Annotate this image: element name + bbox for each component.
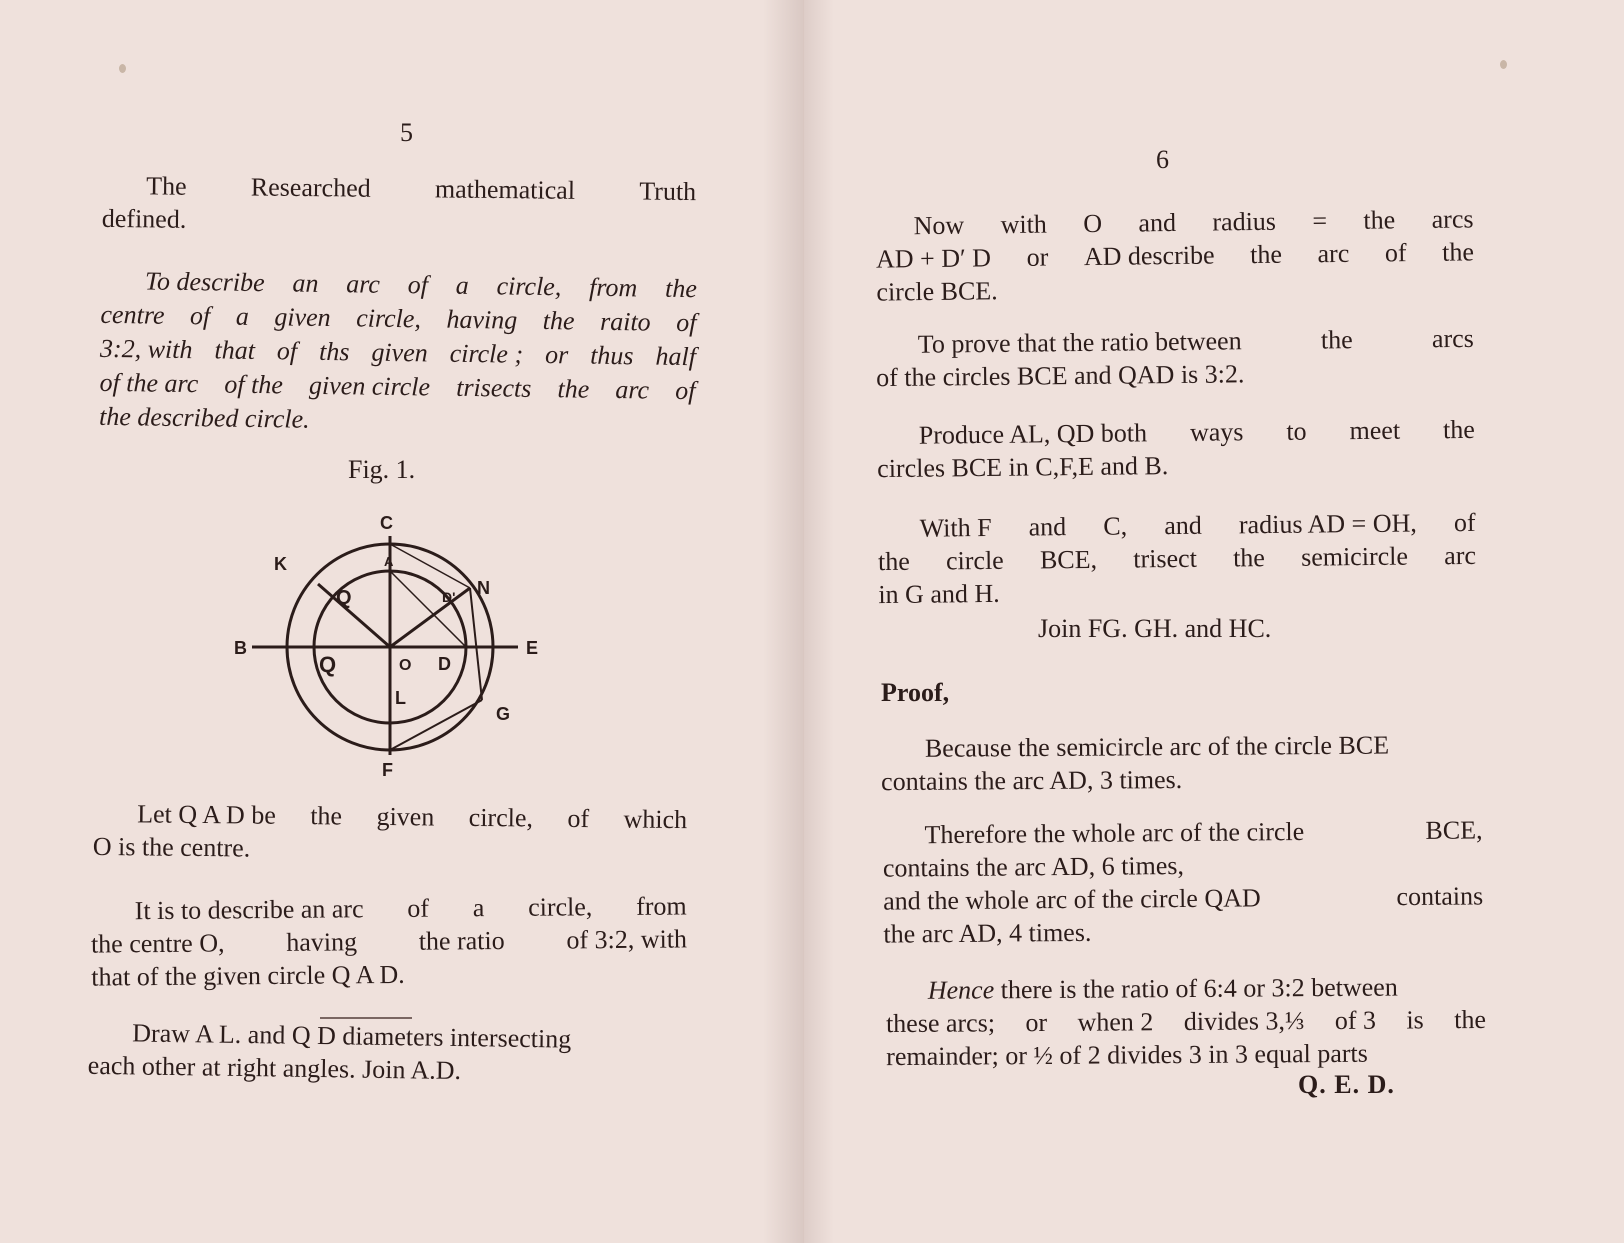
word: To prove that the ratio between: [917, 326, 1242, 359]
label-l: L: [395, 688, 406, 708]
word: with: [1000, 209, 1048, 240]
word: the: [1454, 1004, 1487, 1035]
label-e: E: [526, 638, 539, 658]
qed: Q. E. D.: [1298, 1070, 1395, 1099]
word: a: [235, 301, 250, 331]
word: meet: [1349, 415, 1401, 446]
word: of: [1453, 507, 1476, 538]
word: which: [623, 804, 688, 835]
word: centre: [100, 299, 165, 330]
word: circle,: [468, 802, 534, 833]
word: half: [655, 341, 697, 372]
word: and: [1138, 207, 1177, 238]
word: circle,: [496, 271, 562, 302]
word: of: [189, 301, 211, 331]
text-line: circles BCE in C,F,E and B.: [877, 451, 1169, 484]
word: given: [274, 302, 331, 333]
word: trisect: [1133, 543, 1198, 574]
figure-caption: Fig. 1.: [348, 455, 416, 484]
label-d-prime: D': [442, 589, 456, 605]
proof-heading: Proof,: [881, 678, 950, 707]
text-line: contains the arc AD, 3 times.: [881, 764, 1183, 797]
word: arc: [1444, 540, 1477, 571]
text-line: of the circles BCE and QAD is 3:2.: [876, 359, 1245, 393]
word: the: [877, 546, 910, 577]
text-line: [883, 879, 1483, 917]
text-line: that of the given circle Q A D.: [91, 959, 405, 992]
right-page: [804, 0, 1624, 1243]
word: a: [455, 270, 469, 300]
text-line: [91, 889, 687, 927]
word: C,: [1103, 511, 1128, 541]
heading: [102, 169, 697, 241]
word: With F: [919, 512, 992, 543]
word: the: [310, 801, 343, 831]
word: to: [1286, 416, 1307, 446]
word: an: [292, 268, 319, 298]
word: of: [1384, 238, 1407, 268]
word: The: [146, 171, 187, 201]
text-run: there is the ratio of 6:4 or 3:2 between: [994, 972, 1398, 1005]
word: of: [276, 336, 298, 366]
word: the: [557, 374, 590, 404]
word: a: [472, 893, 485, 923]
proof-paragraph-1: [881, 728, 1483, 798]
label-o: O: [399, 657, 412, 674]
text-line: circle BCE.: [876, 276, 998, 307]
word: the: [1441, 237, 1475, 267]
chord-hg: [470, 588, 482, 700]
word: the: [542, 306, 575, 336]
word: radius: [1212, 206, 1277, 237]
word: Now: [913, 210, 965, 241]
text-line: [882, 813, 1482, 851]
word: having: [446, 304, 518, 335]
word: and the whole arc of the circle QAD: [883, 883, 1261, 916]
text-line: each other at right angles. Join A.D.: [87, 1050, 462, 1086]
word: arc: [615, 375, 650, 405]
page-speck: [1500, 60, 1507, 69]
text-line: [886, 970, 1486, 1007]
heading-line: defined.: [101, 203, 187, 234]
word: arc: [1317, 238, 1350, 269]
text-line: [878, 539, 1476, 578]
hence-word: Hence: [927, 975, 995, 1005]
label-n: N: [477, 578, 490, 598]
gutter-shadow: [804, 0, 834, 1243]
paragraph-let: [93, 797, 688, 869]
word: the centre O,: [90, 928, 225, 959]
paragraph-produce: [877, 413, 1476, 485]
word: circle ;: [449, 338, 524, 369]
word: AD describe: [1083, 240, 1215, 272]
word: Truth: [639, 176, 697, 207]
hence-paragraph: [886, 970, 1487, 1073]
paragraph-now: [875, 202, 1474, 308]
word: of: [407, 893, 430, 923]
paragraph-with-f: [877, 506, 1476, 611]
word: that: [214, 335, 256, 366]
word: divides 3,⅓: [1183, 1006, 1305, 1037]
label-k: K: [274, 554, 287, 574]
word: O: [1083, 208, 1103, 239]
word: having: [286, 927, 358, 957]
word: the: [1320, 325, 1353, 355]
radius-ok: [318, 584, 390, 647]
word: when 2: [1077, 1007, 1154, 1037]
page-number: 5: [400, 118, 413, 147]
label-g: G: [496, 704, 511, 724]
proposition: [99, 264, 697, 442]
word: arcs: [1431, 204, 1474, 234]
word: the: [1363, 205, 1396, 235]
word: circle,: [528, 892, 593, 922]
text-line: [91, 922, 687, 960]
word: of the: [224, 369, 284, 400]
left-page: [0, 0, 804, 1243]
label-c: C: [380, 513, 393, 533]
word: is: [1406, 1005, 1424, 1035]
word: 3:2, with: [99, 333, 193, 365]
word: arc: [346, 269, 381, 299]
text-line: Draw A L. and Q D diameters intersecting: [132, 1018, 572, 1054]
word: ths: [318, 336, 350, 367]
text-line: Because the semicircle arc of the circle BCE: [924, 730, 1390, 763]
word: or: [1026, 242, 1049, 272]
text-line: [877, 413, 1475, 452]
label-q-prime: Q́: [336, 587, 352, 609]
proof-paragraph-2: [882, 813, 1483, 950]
word: AD + D′ D: [875, 243, 992, 274]
label-f: F: [382, 760, 393, 780]
word: the: [1249, 239, 1283, 270]
word: raito: [599, 306, 651, 337]
word: contains: [1396, 881, 1484, 912]
word: Let Q A D be: [137, 799, 276, 830]
word: mathematical: [434, 174, 576, 205]
page-speck: [119, 64, 126, 73]
word: given: [376, 801, 435, 832]
word: and: [1164, 510, 1202, 541]
word: arcs: [1431, 323, 1474, 354]
word: the: [1232, 543, 1266, 573]
text-line: O is the centre.: [92, 831, 251, 863]
paragraph-draw: [88, 1016, 689, 1090]
label-a: A: [384, 554, 394, 569]
word: or: [1025, 1007, 1048, 1038]
word: from: [588, 272, 638, 303]
word: BCE,: [1039, 544, 1098, 575]
word: the: [1442, 414, 1475, 445]
paragraph-to-prove: [876, 322, 1475, 394]
page-number: 6: [1156, 145, 1169, 174]
word: of: [407, 270, 429, 300]
word: It is to describe an arc: [134, 894, 364, 926]
word: trisects: [456, 372, 532, 403]
word: BCE,: [1425, 815, 1483, 845]
word: these arcs;: [885, 1008, 996, 1039]
label-d: D: [438, 654, 451, 674]
word: Therefore the whole arc of the circle: [924, 816, 1305, 850]
word: of: [567, 803, 590, 834]
label-b: B: [234, 638, 247, 658]
word: from: [636, 891, 687, 921]
word: given circle: [308, 370, 431, 402]
word: of 3:2, with: [566, 924, 688, 955]
word: =: [1312, 206, 1328, 236]
word: Researched: [250, 172, 371, 203]
word: circle,: [356, 303, 422, 334]
word: ways: [1189, 417, 1244, 447]
paragraph-describe: [91, 889, 688, 993]
word: Produce AL, QD both: [918, 418, 1148, 450]
text-line: remainder; or ½ of 2 divides 3 in 3 equal parts: [886, 1038, 1368, 1072]
word: radius AD = OH,: [1238, 508, 1417, 540]
word: the: [664, 273, 698, 304]
gutter-shadow: [763, 0, 803, 1243]
word: the ratio: [418, 925, 505, 956]
word: circle: [945, 545, 1004, 576]
word: thus: [589, 340, 634, 371]
word: given: [371, 337, 428, 368]
word: semicircle: [1300, 541, 1409, 572]
word: or: [544, 340, 569, 370]
proposition-line: the described circle.: [98, 401, 310, 434]
word: To describe: [144, 266, 265, 298]
label-q: Q: [319, 652, 337, 677]
text-line: [886, 1003, 1486, 1040]
text-line: in G and H.: [878, 578, 1000, 610]
text-line: the arc AD, 4 times.: [883, 917, 1092, 949]
word: and: [1028, 512, 1067, 542]
word: of 3: [1334, 1005, 1377, 1035]
word: of the arc: [99, 367, 199, 399]
join-line: Join FG. GH. and HC.: [1038, 614, 1272, 643]
word: of: [676, 307, 697, 338]
geometry-figure: [230, 510, 560, 780]
text-line: contains the arc AD, 6 times,: [882, 850, 1185, 883]
word: of: [675, 375, 696, 406]
